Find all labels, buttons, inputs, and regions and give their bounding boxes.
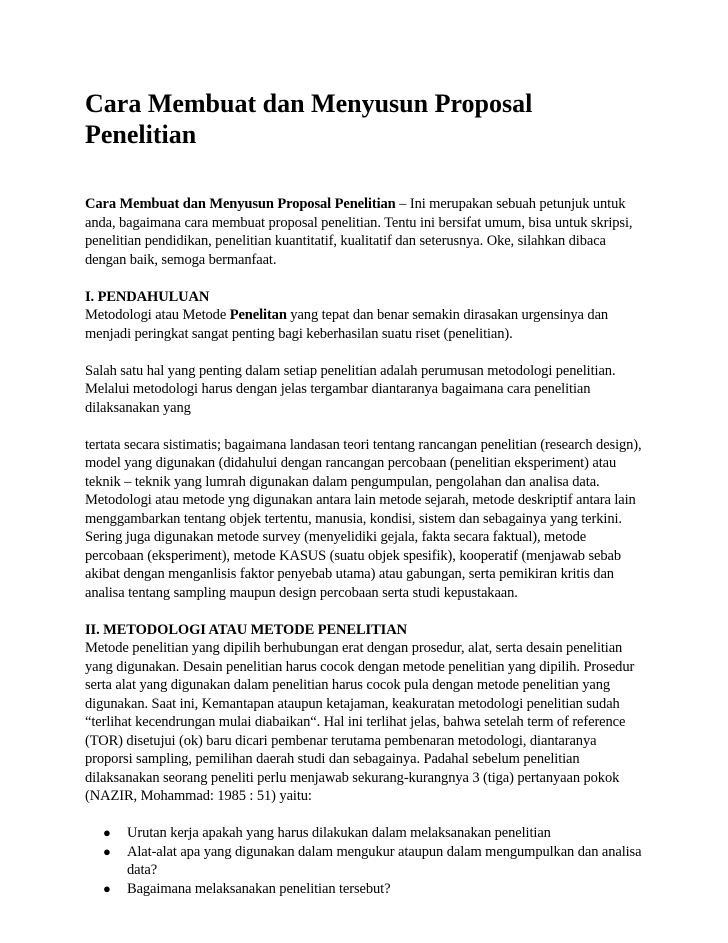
intro-text: – Ini merupakan sebuah petunjuk untuk anda, bagaimana cara membuat proposal penelitian. Tentu ini bersifat umum, bisa untuk skripsi, penelitian pendidikan, penelitian kuantitatif, kualitatif dan seterusnya. Oke, silahkan dibaca dengan baik, semoga bermanfaat. (85, 196, 633, 268)
section-1-para1-before: Metodologi atau Metode (85, 307, 230, 323)
section-2 (85, 621, 645, 806)
section-1-heading: I. PENDAHULUAN (85, 288, 210, 305)
list-item-text: Alat-alat apa yang digunakan dalam mengukur ataupun dalam mengumpulkan dan analisa data? (127, 843, 642, 878)
section-1 (85, 288, 645, 344)
list-item-text: Urutan kerja apakah yang harus dilakukan dalam melaksanakan penelitian (127, 825, 551, 841)
bullet-icon: ● (103, 880, 111, 896)
section-1-paragraph-3: tertata secara sistimatis; bagaimana landasan teori tentang rancangan penelitian (research design), model yang digunakan (didahului dengan rancangan percobaan (penelitian eksperiment) atau teknik – teknik yang lumrah digunakan dalam pengumpulan, pengolahan dan analisa data. Metodologi atau metode yng digunakan antara lain metode sejarah, metode deskriptif antara lain menggambarkan tentang objek tertentu, manusia, kondisi, sistem dan sebagainya yang terkini. Sering juga digunakan metode survey (menyelidiki gejala, fakta secara faktual), metode percobaan (eksperiment), metode KASUS (suatu objek spesifik), kooperatif (menjawab sebab akibat dengan menganlisis faktor penyebab utama) atau gabungan, serta pemikiran kritis dan analisa tentang sampling maupun design percobaan serta studi kepustakaan. (85, 436, 642, 601)
document-page (85, 88, 645, 898)
list-item (103, 843, 645, 880)
section-2-heading: II. METODOLOGI ATAU METODE PENELITIAN (85, 621, 407, 638)
list-item-text: Bagaimana melaksanakan penelitian tersebut? (127, 880, 391, 897)
intro-paragraph (85, 195, 645, 269)
section-2-paragraph-1: Metode penelitian yang dipilih berhubungan erat dengan prosedur, alat, serta desain penelitian yang digunakan. Desain penelitian harus cocok dengan metode penelitian yang dipilih. Prosedur serta alat yang digunakan dalam penelitian harus cocok pula dengan metode penelitian yang digunakan. Saat ini, Kemantapan ataupun ketajaman, keakuratan metodologi penelitian sudah “terlihat kecendrungan mulai diabaikan“. Hal ini terlihat jelas, bahwa setelah term of reference (TOR) disetujui (ok) baru dicari pembenar terutama pembenaran metodologi, diantaranya proporsi sampling, pemilihan daerah studi dan sebagainya. Padahal sebelum penelitian dilaksanakan seorang peneliti perlu menjawab sekurang-kurangnya 3 (tiga) pertanyaan pokok (NAZIR, Mohammad: 1985 : 51) yaitu: (85, 640, 635, 804)
list-item (103, 880, 645, 899)
list-item (103, 824, 645, 843)
page-title: Cara Membuat dan Menyusun Proposal Penelitian (85, 89, 533, 149)
intro-bold-lead: Cara Membuat dan Menyusun Proposal Penelitian (85, 196, 396, 212)
section-1-para1-bold: Penelitan (229, 307, 287, 323)
question-list (85, 824, 645, 898)
bullet-icon: ● (103, 825, 111, 840)
section-1-paragraph-2: Salah satu hal yang penting dalam setiap penelitian adalah perumusan metodologi penelitian. Melalui metodologi harus dengan jelas tergambar diantaranya bagaimana cara penelitian dilaksanakan yang (85, 362, 616, 416)
section-1-para1-after: yang tepat dan benar semakin dirasakan urgensinya dan menjadi peringkat sangat penting bagi keberhasilan suatu riset (penelitian). (85, 307, 609, 342)
bullet-icon: ● (103, 843, 111, 859)
